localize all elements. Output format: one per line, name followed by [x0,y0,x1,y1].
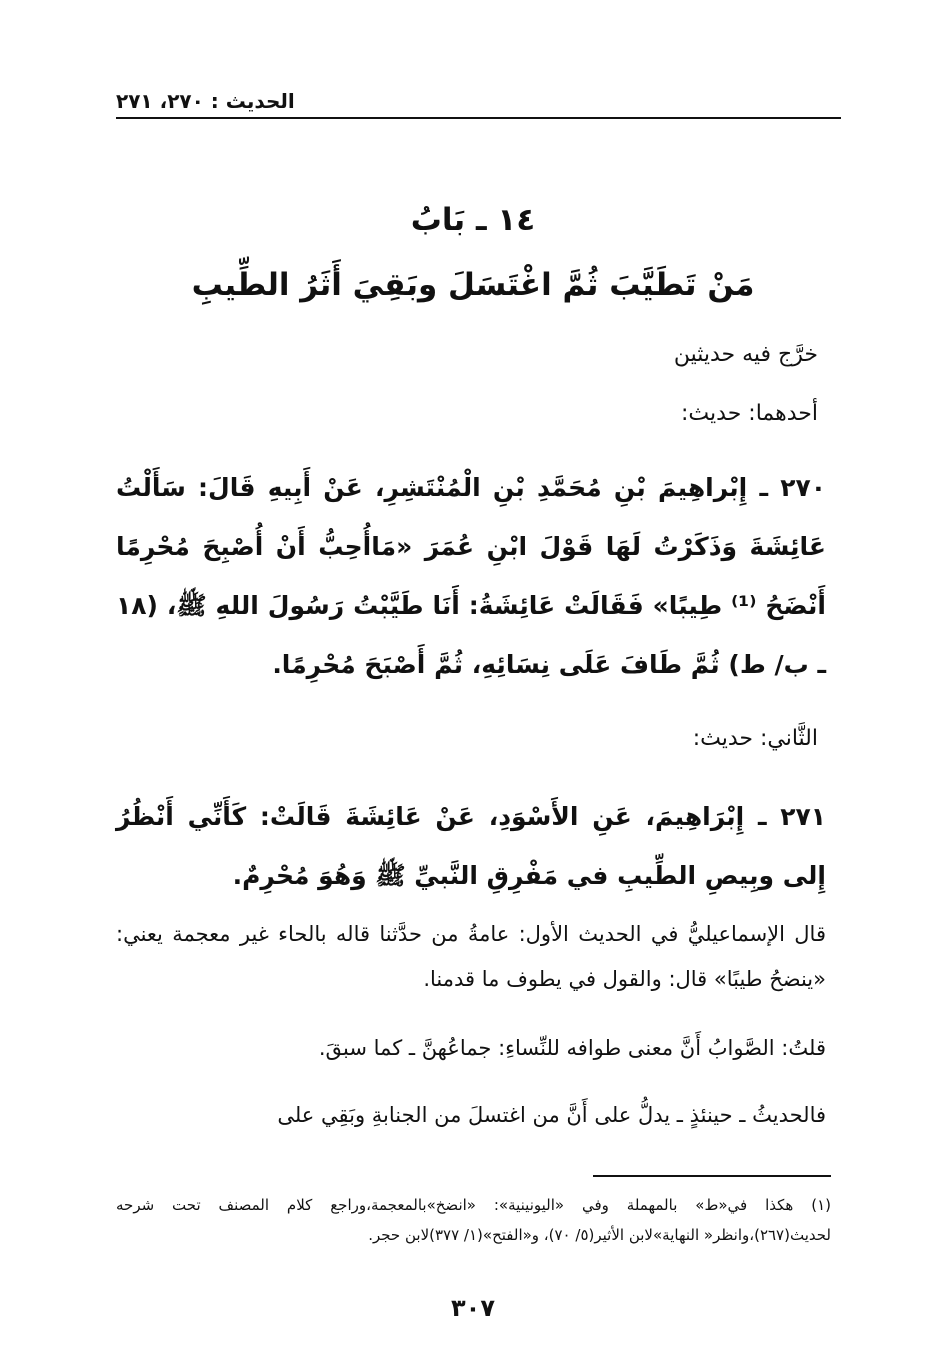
commentary-paragraph-1: قال الإسماعيليُّ في الحديث الأول: عامةُ من حدَّثنا قاله بالحاء غير معجمة يعني: «ينضحُ طيبًا» قال: والقول في يطوف ما قدمنا. [116,922,826,991]
chapter-title: مَنْ تَطَيَّبَ ثُمَّ اغْتَسَلَ وبَقِيَ أَثَرُ الطِّيبِ [191,267,755,303]
page-number: ٣٠٧ [451,1294,495,1322]
hadith-271: ٢٧١ ـ إِبْرَاهِيمَ، عَنِ الأَسْوَدِ، عَنْ عَائِشَةَ قَالَتْ: كَأَنِّي أَنْظُرُ إِلى وبِيصِ الطِّيبِ في مَفْرِقِ النَّبيِّ ﷺ وَهُوَ مُحْرِمٌ. [116,802,826,890]
footnote-rule [593,1175,831,1177]
running-header: الحديث : ٢٧٠، ٢٧١ [116,89,295,113]
header-rule [116,117,841,119]
intro-line: خرَّج فيه حديثين [673,342,818,367]
second-hadith-label: الثَّاني: حديث: [692,726,818,751]
hadith-270: ٢٧٠ ـ إِبْراهِيمَ بْنِ مُحَمَّدِ بْنِ الْمُنْتَشِرِ، عَنْ أَبِيهِ قَالَ: سَأَلْتُ عَائِشَةَ وَذَكَرْتُ لَهَا قَوْلَ ابْنِ عُمَرَ «مَاأُحِبُّ أَنْ أُصْبِحَ مُحْرِمًا أَنْضَحُ ⁽¹⁾ طِيبًا» فَقَالَتْ عَائِشَةُ: أَنَا طَيَّبْتُ رَسُولَ اللهِ ﷺ، (١٨ ـ ب/ ط) ثُمَّ طَافَ عَلَى نِسَائِهِ، ثُمَّ أَصْبَحَ مُحْرِمًا. [116,473,826,679]
first-hadith-label: أحدهما: حديث: [681,401,818,426]
commentary-paragraph-2: قلتُ: الصَّوابُ أَنَّ معنى طوافه للنِّساءِ: جماعُهنَّ ـ كما سبقَ. [318,1036,826,1060]
chapter-number: ١٤ ـ بَابُ [410,202,536,238]
footnote-1: (١) هكذا في«ط» بالمهملة وفي «اليونينية»: «انضخ»بالمعجمة،وراجع كلام المصنف تحت شرحه لحديث(٢٦٧)،وانظر« النهاية»لابن الأثير(٥/ ٧٠)، و«الفتح»(١/ ٣٧٧)لابن حجر. [116,1196,831,1244]
commentary-paragraph-3: فالحديثُ ـ حينئذٍ ـ يدلُّ على أَنَّ من اغتسلَ من الجنابةِ وبَقِي على [277,1103,826,1127]
